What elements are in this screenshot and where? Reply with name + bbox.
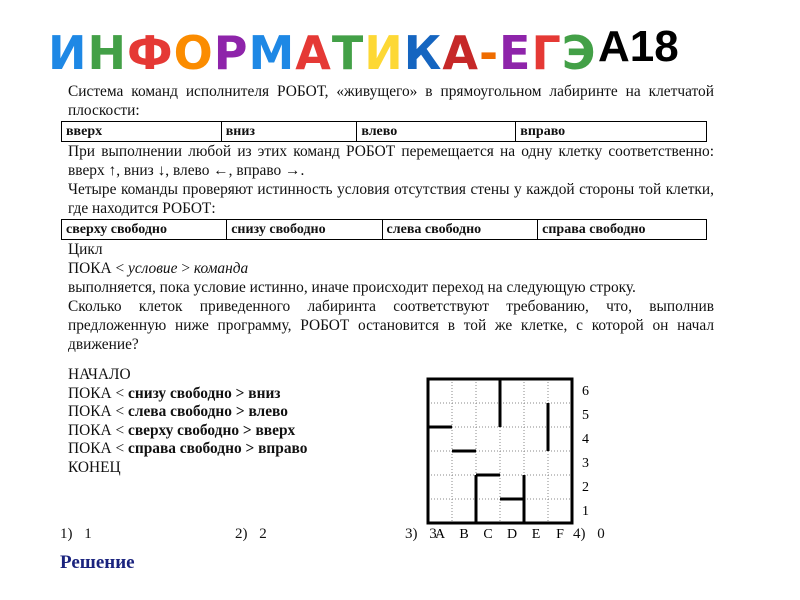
line-prefix: ПОКА < (68, 440, 128, 457)
logo-letter: И (48, 26, 88, 80)
answer-label: 4) (573, 526, 586, 542)
cmd-up: вверх (62, 122, 222, 142)
logo-letter: Э (561, 26, 597, 80)
answer-option[interactable] (405, 526, 437, 543)
logo-letter: - (478, 26, 500, 80)
move-commands-table (61, 121, 707, 142)
answer-label: 2) (235, 526, 248, 542)
line-condition: справа свободно (128, 440, 242, 457)
logo-letter: М (248, 26, 296, 80)
column-label: E (531, 527, 541, 542)
answer-value: 0 (597, 526, 605, 542)
row-label: 3 (582, 456, 589, 471)
intro-text: Система команд исполнителя РОБОТ, «живущего» в прямоугольном лабиринте на клетчатой плоскости: (68, 83, 714, 119)
logo-letter: Г (531, 26, 562, 80)
logo-letter: О (173, 26, 214, 80)
logo-letter: А (295, 26, 332, 80)
answer-value: 3 (429, 526, 437, 542)
loop-syntax (68, 259, 714, 278)
logo-letter: Ф (127, 26, 174, 80)
line-command: вниз (248, 384, 281, 402)
loop-description: выполняется, пока условие истинно, иначе происходит переход на следующую строку. (68, 279, 636, 296)
loop-prefix: ПОКА < (68, 260, 128, 277)
program-begin: НАЧАЛО (68, 366, 131, 383)
logo-letter: А (442, 26, 479, 80)
check-right: справа свободно (538, 220, 707, 240)
row-label: 2 (582, 480, 589, 495)
check-commands-table (61, 219, 707, 240)
maze-grid (426, 377, 606, 542)
program-end: КОНЕЦ (68, 458, 121, 476)
line-prefix: ПОКА < (68, 421, 128, 439)
program-listing (68, 366, 307, 477)
line-prefix: ПОКА < (68, 403, 128, 420)
answer-label: 1) (60, 526, 73, 542)
cmd-left: влево (357, 122, 516, 142)
question-text: Сколько клеток приведенного лабиринта соответствуют требованию, что, выполнив предложенную ниже программу, РОБОТ остановится в той же клетке, с которой он начал движение? (68, 298, 714, 353)
check-bottom: снизу свободно (227, 220, 382, 240)
answer-option[interactable] (573, 526, 605, 543)
line-condition: снизу свободно (128, 384, 232, 402)
row-label: 6 (582, 384, 589, 399)
logo-letter: Н (87, 26, 127, 80)
task-number: А18 (598, 22, 679, 71)
answer-value: 2 (259, 526, 267, 542)
row-label: 4 (582, 432, 589, 447)
row-label: 1 (582, 504, 589, 519)
logo-letter: Е (499, 26, 532, 80)
problem-text (68, 82, 714, 354)
line-prefix: ПОКА < (68, 384, 128, 402)
loop-title: Цикл (68, 241, 103, 258)
move-description: При выполнении любой из этих команд РОБОТ перемещается на одну клетку соответственно: вверх ↑, вниз ↓, влево ←, вправо →. (68, 143, 714, 179)
answer-option[interactable] (235, 526, 267, 543)
row-label: 5 (582, 408, 589, 423)
program-line (68, 422, 307, 441)
program-line (68, 440, 307, 459)
logo-letter: К (403, 26, 443, 80)
check-description: Четыре команды проверяют истинность условия отсутствия стены у каждой стороны той клетки, где находится РОБОТ: (68, 181, 714, 217)
logo-letter: И (364, 26, 404, 80)
check-top: сверху свободно (62, 220, 227, 240)
line-condition: слева свободно (128, 403, 232, 420)
answer-option[interactable] (60, 526, 92, 543)
logo-letter: Р (213, 26, 249, 80)
line-command: влево (248, 403, 288, 420)
line-mid: > (239, 421, 256, 439)
loop-mid: > (177, 260, 194, 277)
column-label: B (459, 527, 469, 542)
program-line (68, 403, 307, 422)
logo-letter: Т (331, 26, 365, 80)
loop-command: команда (193, 260, 249, 277)
loop-condition: условие (128, 260, 178, 277)
column-label: D (506, 527, 518, 542)
line-mid: > (231, 384, 249, 402)
line-command: вправо (258, 440, 308, 457)
solution-link[interactable]: Решение (60, 552, 135, 573)
column-label: A (434, 527, 446, 542)
site-logo (48, 14, 597, 80)
program-line (68, 385, 307, 404)
column-label: F (556, 527, 564, 542)
column-label: C (483, 527, 493, 542)
maze-figure (426, 377, 606, 542)
answer-label: 3) (405, 526, 418, 542)
line-command: вверх (255, 421, 296, 439)
answer-value: 1 (84, 526, 92, 542)
line-condition: сверху свободно (128, 421, 240, 439)
cmd-down: вниз (221, 122, 357, 142)
line-mid: > (241, 440, 259, 457)
line-mid: > (231, 403, 249, 420)
check-left: слева свободно (382, 220, 538, 240)
cmd-right: вправо (516, 122, 707, 142)
